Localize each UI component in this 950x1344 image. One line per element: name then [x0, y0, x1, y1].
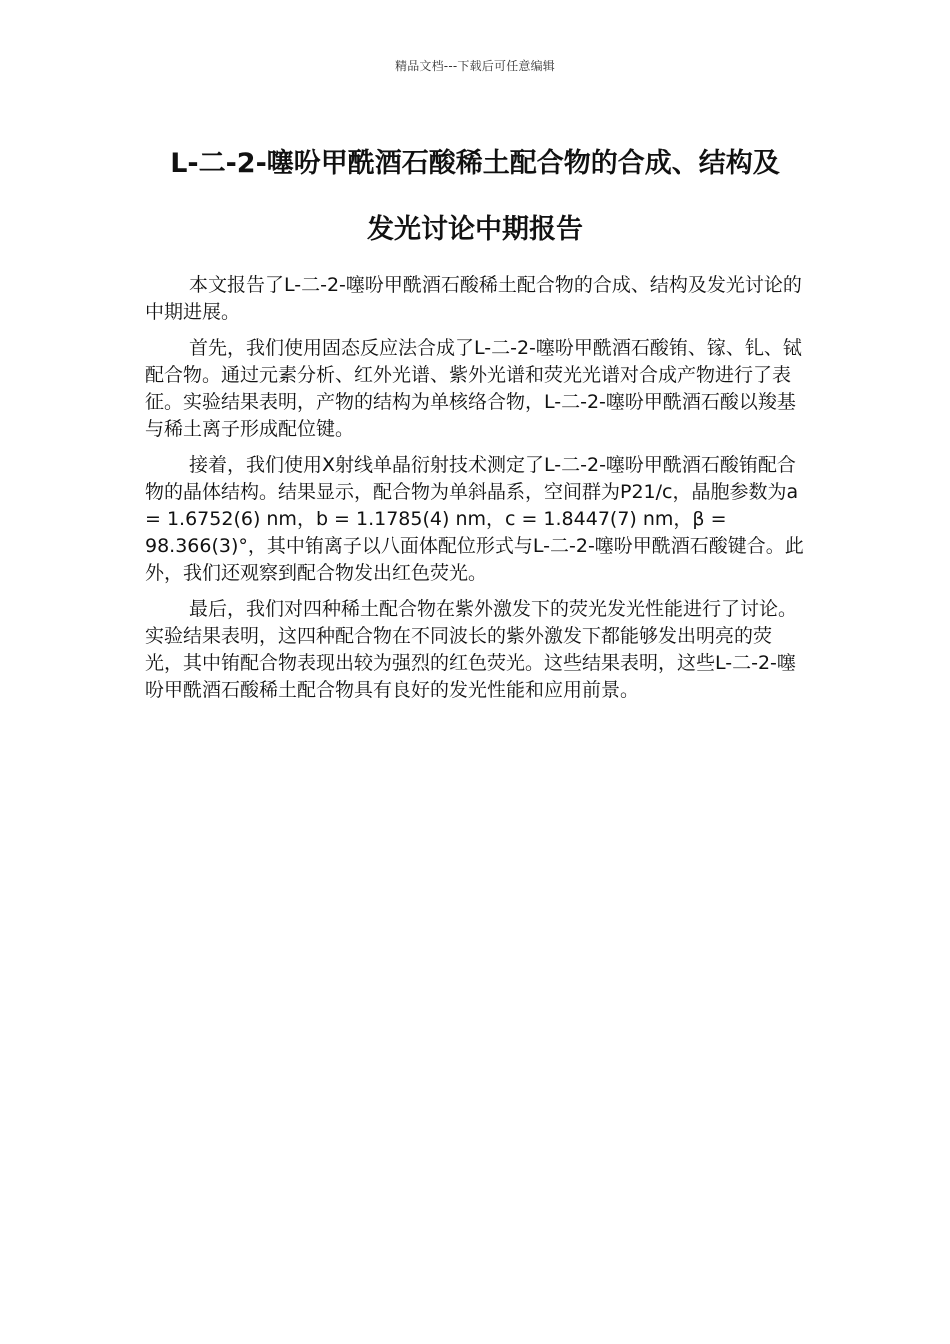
paragraph-luminescence: 最后，我们对四种稀土配合物在紫外激发下的荧光发光性能进行了讨论。实验结果表明，这四种配合物在不同波长的紫外激发下都能够发出明亮的荧光，其中铕配合物表现出较为强烈的红色荧光。这些结果表明，这些L-二-2-噻吩甲酰酒石酸稀土配合物具有良好的发光性能和应用前景。	[145, 598, 798, 701]
header-note: 精品文档---下载后可任意编辑	[395, 59, 555, 73]
paragraph-synthesis: 首先，我们使用固态反应法合成了L-二-2-噻吩甲酰酒石酸铕、镓、钆、铽配合物。通过元素分析、红外光谱、紫外光谱和荧光光谱对合成产物进行了表征。实验结果表明，产物的结构为单核络合物，L-二-2-噻吩甲酰酒石酸以羧基与稀土离子形成配位键。	[145, 337, 802, 440]
title-line-2: 发光讨论中期报告	[367, 214, 583, 245]
document-title	[120, 131, 830, 263]
document-body	[145, 272, 805, 713]
paragraph-intro: 本文报告了L-二-2-噻吩甲酰酒石酸稀土配合物的合成、结构及发光讨论的中期进展。	[145, 274, 802, 323]
paragraph-crystal-structure: 接着，我们使用X射线单晶衍射技术测定了L-二-2-噻吩甲酰酒石酸铕配合物的晶体结构。结果显示，配合物为单斜晶系，空间群为P21/c，晶胞参数为a = 1.6752(6) nm，b = 1.1785(4) nm，c = 1.8447(7) nm，β = 98.366(3)°，其中铕离子以八面体配位形式与L-二-2-噻吩甲酰酒石酸键合。此外，我们还观察到配合物发出红色荧光。	[145, 454, 804, 584]
title-line-1: L-二-2-噻吩甲酰酒石酸稀土配合物的合成、结构及	[170, 148, 780, 179]
